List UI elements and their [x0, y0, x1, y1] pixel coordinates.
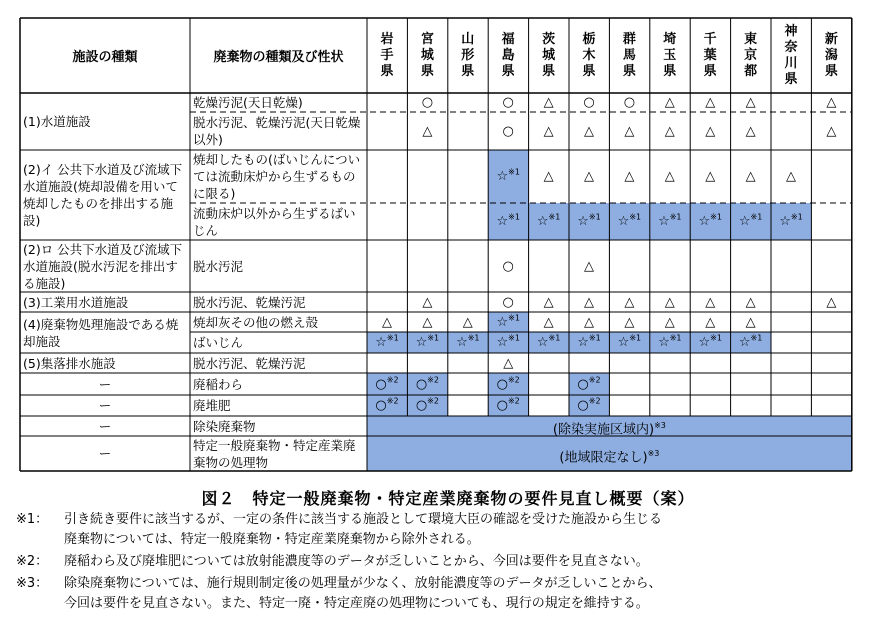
mark-symbol: △	[584, 294, 594, 310]
mark-symbol: ○	[496, 398, 508, 413]
waste-type-cell	[193, 94, 364, 111]
mark-symbol: ○	[502, 258, 514, 274]
facility-type-text: ー	[98, 398, 112, 413]
mark-symbol: ○	[415, 398, 428, 413]
header-prefecture	[448, 32, 488, 80]
note-ref: ※1	[588, 212, 601, 222]
facility-type-text: (2)イ 公共下水道及び流域下水道施設(焼却設備を用いて焼却したものを排出する施設)	[23, 162, 183, 228]
header-prefecture	[529, 32, 569, 80]
footnote-text: 廃稲わら及び廃堆肥については放射能濃度等のデータが乏しいことから、今回は要件を見直さない。	[64, 554, 649, 569]
star-mark	[407, 334, 447, 351]
waste-type-cell	[193, 417, 364, 435]
star-mark	[488, 334, 528, 351]
triangle-mark	[731, 168, 771, 185]
prefecture-char: 県	[542, 64, 556, 79]
waste-type-text: 廃稲わら	[193, 376, 244, 392]
circle-mark	[488, 397, 528, 414]
waste-type-cell	[193, 241, 364, 291]
mark-symbol: △	[745, 294, 756, 310]
facility-type-cell	[23, 93, 187, 150]
note-ref: ※2	[386, 396, 399, 406]
waste-type-cell	[193, 437, 364, 470]
triangle-mark	[771, 168, 811, 185]
prefecture-char: 千	[703, 32, 717, 47]
star-mark	[609, 334, 649, 351]
mark-symbol: △	[584, 169, 594, 184]
mark-symbol: △	[543, 169, 554, 184]
star-mark	[569, 334, 609, 351]
star-mark	[650, 334, 690, 351]
prefecture-char: 玉	[663, 48, 677, 63]
triangle-mark	[609, 168, 649, 185]
waste-type-text: 脱水汚泥	[193, 258, 244, 274]
prefecture-char: 城	[542, 48, 556, 63]
triangle-mark	[569, 294, 609, 311]
prefecture-char: 県	[582, 64, 596, 79]
star-mark	[529, 213, 569, 230]
waste-type-cell	[193, 204, 364, 239]
footnote-line: 廃棄物については、特定一般廃棄物・特定産業廃棄物から除外される。	[64, 532, 480, 547]
star-mark	[448, 334, 488, 351]
triangle-mark	[367, 314, 407, 331]
triangle-mark	[529, 94, 569, 111]
mark-symbol: △	[786, 169, 796, 184]
star-mark	[529, 334, 569, 351]
prefecture-char: 県	[622, 64, 636, 79]
mark-symbol: △	[624, 314, 635, 330]
facility-type-text: (1)水道施設	[23, 114, 91, 129]
mark-symbol: △	[422, 123, 433, 139]
header-waste-type: 廃棄物の種類及び性状	[213, 50, 344, 65]
mark-symbol: ☆	[698, 335, 711, 350]
mark-symbol: ○	[583, 95, 595, 110]
triangle-mark	[650, 94, 690, 111]
waste-type-text: 焼却灰その他の燃え殻	[193, 314, 319, 330]
prefecture-char: 山	[461, 32, 475, 47]
star-mark	[690, 334, 730, 351]
mark-symbol: ☆	[496, 214, 509, 229]
mark-symbol: △	[543, 95, 554, 110]
note-ref: ※2	[588, 375, 601, 385]
mark-symbol: △	[462, 314, 473, 330]
footnote	[16, 510, 662, 550]
star-mark	[569, 213, 609, 230]
triangle-mark	[609, 123, 649, 140]
mark-symbol: △	[422, 314, 433, 330]
facility-type-text: ー	[98, 376, 112, 392]
band-label	[367, 416, 852, 436]
circle-mark	[488, 94, 528, 111]
prefecture-char: 形	[461, 48, 475, 63]
triangle-mark	[529, 314, 569, 331]
triangle-mark	[650, 168, 690, 185]
circle-mark	[407, 94, 447, 111]
header-prefecture	[569, 32, 609, 80]
mark-symbol: △	[624, 294, 635, 310]
prefecture-char: 県	[380, 64, 394, 79]
mark-symbol: ☆	[375, 335, 387, 350]
triangle-mark	[811, 94, 851, 111]
mark-symbol: ○	[502, 123, 514, 139]
waste-type-cell	[193, 333, 364, 352]
prefecture-char: 潟	[824, 48, 838, 63]
prefecture-char: 京	[744, 48, 758, 63]
mark-symbol: △	[624, 123, 635, 139]
mark-symbol: ○	[502, 294, 514, 310]
mark-symbol: △	[503, 355, 514, 371]
mark-symbol: △	[543, 314, 554, 330]
mark-symbol: ☆	[536, 335, 549, 350]
facility-type-cell	[23, 373, 187, 395]
triangle-mark	[690, 294, 730, 311]
footnote-line	[16, 574, 661, 594]
prefecture-char: 県	[824, 64, 838, 79]
prefecture-char: 栃	[582, 32, 596, 47]
prefecture-char: 新	[824, 32, 838, 47]
prefecture-char: 群	[622, 32, 636, 47]
footnote-text: 除染廃棄物については、施行規則制定後の処理量が少なく、放射能濃度等のデータが乏しいことから、	[64, 576, 662, 591]
mark-symbol: ○	[502, 95, 514, 110]
prefecture-char: 東	[744, 32, 758, 47]
mark-symbol: ☆	[577, 335, 589, 350]
mark-symbol: △	[664, 95, 675, 110]
waste-type-text: 流動床炉以外から生ずるばいじん	[193, 205, 356, 238]
star-mark	[367, 334, 407, 351]
note-ref: ※1	[386, 333, 399, 343]
band-note-ref: ※3	[647, 449, 660, 458]
prefecture-char: 葉	[703, 48, 717, 63]
band-text: (地域限定なし)	[559, 450, 648, 466]
triangle-mark	[731, 294, 771, 311]
facility-type-text: ー	[98, 418, 112, 434]
note-ref: ※1	[629, 212, 642, 222]
prefecture-char: 茨	[542, 32, 556, 47]
triangle-mark	[731, 123, 771, 140]
footnote-label: ※1：	[16, 512, 49, 527]
footnote-label: ※2：	[16, 554, 49, 569]
note-ref: ※1	[508, 313, 520, 323]
circle-mark	[367, 397, 407, 414]
circle-mark	[407, 397, 447, 414]
mark-symbol: ☆	[536, 214, 549, 229]
mark-symbol: ○	[623, 95, 636, 110]
facility-type-cell	[23, 395, 187, 416]
prefecture-char: 馬	[622, 48, 636, 63]
mark-symbol: ☆	[779, 214, 791, 229]
star-mark	[488, 168, 528, 185]
star-mark	[650, 213, 690, 230]
mark-symbol: ☆	[738, 335, 751, 350]
footnote	[16, 552, 649, 572]
triangle-mark	[811, 123, 851, 140]
note-ref: ※2	[507, 396, 520, 406]
mark-symbol: △	[745, 314, 756, 330]
star-mark	[731, 213, 771, 230]
prefecture-char: 木	[582, 48, 596, 63]
triangle-mark	[650, 123, 690, 140]
triangle-mark	[448, 314, 488, 331]
mark-symbol: ☆	[738, 214, 751, 229]
note-ref: ※1	[508, 212, 520, 222]
mark-symbol: △	[826, 95, 837, 110]
triangle-mark	[488, 355, 528, 372]
note-ref: ※1	[508, 167, 520, 177]
prefecture-char: 手	[380, 48, 394, 63]
triangle-mark	[569, 123, 609, 140]
circle-mark	[367, 376, 407, 393]
mark-symbol: △	[422, 294, 433, 310]
mark-symbol: △	[584, 314, 594, 330]
waste-type-cell	[193, 313, 364, 331]
prefecture-char: 県	[501, 64, 515, 79]
mark-symbol: ☆	[496, 335, 509, 350]
mark-symbol: △	[705, 123, 716, 139]
note-ref: ※1	[669, 333, 682, 343]
header-prefecture	[690, 32, 730, 80]
prefecture-char: 県	[703, 64, 717, 79]
triangle-mark	[690, 123, 730, 140]
waste-type-cell	[193, 374, 364, 394]
waste-type-text: 乾燥汚泥(天日乾燥)	[193, 95, 303, 110]
triangle-mark	[690, 314, 730, 331]
note-ref: ※1	[548, 212, 561, 222]
triangle-mark	[407, 314, 447, 331]
mark-symbol: △	[745, 95, 756, 110]
triangle-mark	[650, 314, 690, 331]
mark-symbol: △	[624, 169, 635, 184]
prefecture-char: 川	[784, 56, 798, 71]
triangle-mark	[731, 94, 771, 111]
mark-symbol: △	[826, 294, 837, 310]
note-ref: ※1	[629, 333, 642, 343]
facility-type-cell	[23, 353, 187, 373]
circle-mark	[609, 94, 649, 111]
triangle-mark	[811, 294, 851, 311]
prefecture-char: 県	[461, 64, 475, 79]
note-ref: ※2	[427, 375, 439, 385]
mark-symbol: △	[745, 123, 756, 139]
triangle-mark	[569, 314, 609, 331]
triangle-mark	[609, 314, 649, 331]
waste-type-text: 除染廃棄物	[193, 418, 256, 434]
prefecture-char: 埼	[663, 32, 677, 47]
circle-mark	[569, 397, 609, 414]
mark-symbol: △	[745, 169, 756, 184]
note-ref: ※1	[750, 333, 763, 343]
mark-symbol: ☆	[698, 214, 711, 229]
prefecture-char: 岩	[380, 32, 394, 47]
note-ref: ※2	[507, 375, 520, 385]
header-prefecture	[650, 32, 690, 80]
waste-type-text: 脱水汚泥、乾燥汚泥(天日乾燥以外)	[193, 115, 361, 147]
prefecture-char: 県	[663, 64, 677, 79]
footnote-text: 引き続き要件に該当するが、一定の条件に該当する施設として環境大臣の確認を受けた施設から生じる	[64, 512, 663, 527]
triangle-mark	[690, 168, 730, 185]
circle-mark	[569, 94, 609, 111]
triangle-mark	[529, 294, 569, 311]
facility-type-cell	[23, 312, 187, 353]
star-mark	[488, 213, 528, 230]
circle-mark	[488, 123, 528, 140]
footnote	[16, 574, 661, 614]
circle-mark	[569, 376, 609, 393]
mark-symbol: △	[382, 314, 392, 330]
mark-symbol: ☆	[617, 214, 630, 229]
facility-type-cell	[23, 240, 187, 292]
note-ref: ※1	[710, 333, 722, 343]
note-ref: ※1	[669, 212, 682, 222]
star-mark	[771, 213, 811, 230]
waste-type-text: 廃堆肥	[193, 398, 231, 413]
prefecture-char: 宮	[420, 32, 434, 47]
note-ref: ※1	[427, 333, 440, 343]
prefecture-char: 神	[784, 24, 798, 39]
prefecture-char: 福	[501, 32, 515, 47]
star-mark	[731, 334, 771, 351]
mark-symbol: ☆	[496, 314, 509, 330]
prefecture-char: 県	[784, 72, 798, 87]
note-ref: ※1	[710, 212, 722, 222]
note-ref: ※1	[548, 333, 561, 343]
note-ref: ※1	[750, 212, 763, 222]
prefecture-char: 都	[744, 64, 758, 79]
mark-symbol: △	[584, 123, 594, 139]
waste-type-cell	[193, 113, 364, 149]
band-note-ref: ※3	[654, 421, 666, 430]
mark-symbol: ☆	[415, 335, 428, 350]
facility-type-text: (4)廃棄物処理施設である焼却施設	[23, 316, 179, 349]
header-prefecture	[488, 32, 528, 80]
triangle-mark	[529, 168, 569, 185]
circle-mark	[488, 258, 528, 275]
circle-mark	[407, 376, 447, 393]
facility-type-cell	[23, 292, 187, 312]
facility-type-text: (3)工業用水道施設	[23, 294, 129, 310]
triangle-mark	[569, 258, 609, 275]
circle-mark	[488, 376, 528, 393]
mark-symbol: ○	[421, 95, 434, 110]
mark-symbol: ☆	[658, 214, 670, 229]
header-facility-type: 施設の種類	[72, 50, 138, 65]
waste-type-cell	[193, 396, 364, 415]
triangle-mark	[569, 168, 609, 185]
mark-symbol: △	[705, 314, 716, 330]
facility-type-text: ー	[98, 446, 112, 461]
triangle-mark	[407, 294, 447, 311]
waste-type-text: 脱水汚泥、乾燥汚泥	[193, 294, 306, 310]
mark-symbol: △	[826, 123, 837, 139]
triangle-mark	[690, 94, 730, 111]
triangle-mark	[529, 123, 569, 140]
circle-mark	[488, 294, 528, 311]
triangle-mark	[731, 314, 771, 331]
waste-type-text: 脱水汚泥、乾燥汚泥	[193, 355, 306, 371]
mark-symbol: ☆	[658, 335, 670, 350]
mark-symbol: △	[705, 294, 716, 310]
footnote-line	[16, 510, 662, 530]
facility-type-text: (2)ロ 公共下水道及び流域下水道施設(脱水汚泥を排出する施設)	[23, 241, 183, 291]
mark-symbol: △	[664, 169, 675, 184]
mark-symbol: ○	[577, 376, 589, 392]
waste-type-cell	[193, 293, 364, 311]
note-ref: ※2	[588, 396, 601, 406]
mark-symbol: △	[543, 123, 554, 139]
mark-symbol: ○	[496, 376, 508, 392]
mark-symbol: △	[664, 123, 675, 139]
mark-symbol: ○	[375, 376, 387, 392]
header-prefecture	[367, 32, 407, 80]
prefecture-char: 奈	[784, 40, 798, 55]
band-text: (除染実施区域内)	[552, 422, 655, 438]
note-ref: ※2	[427, 396, 439, 406]
mark-symbol: ○	[375, 398, 387, 413]
footnote-line: 今回は要件を見直さない。また、特定一廃・特定産廃の処理物についても、現行の規定を維持する。	[64, 596, 649, 611]
waste-type-text: 焼却したもの(ばいじんについては流動床炉から生ずるものに限る)	[193, 152, 361, 201]
header-prefecture	[811, 32, 851, 80]
note-ref: ※1	[467, 333, 480, 343]
facility-type-cell	[23, 436, 187, 471]
mark-symbol: △	[584, 258, 594, 274]
mark-symbol: △	[664, 314, 675, 330]
mark-symbol: ☆	[496, 169, 509, 184]
star-mark	[690, 213, 730, 230]
facility-type-text: (5)集落排水施設	[23, 355, 116, 371]
triangle-mark	[407, 123, 447, 140]
header-prefecture	[771, 24, 811, 88]
mark-symbol: ☆	[456, 335, 468, 350]
footnote-label: ※3：	[16, 576, 49, 591]
waste-type-text: 特定一般廃棄物・特定産業廃棄物の処理物	[193, 437, 356, 470]
note-ref: ※1	[508, 333, 520, 343]
star-mark	[609, 213, 649, 230]
triangle-mark	[609, 294, 649, 311]
figure-caption: 図２ 特定一般廃棄物・特定産業廃棄物の要件見直し概要（案）	[201, 489, 695, 508]
facility-type-cell	[23, 150, 187, 240]
note-ref: ※1	[790, 212, 803, 222]
prefecture-char: 城	[420, 48, 434, 63]
mark-symbol: △	[705, 95, 716, 110]
triangle-mark	[650, 294, 690, 311]
note-ref: ※1	[588, 333, 601, 343]
mark-symbol: ○	[577, 398, 589, 413]
prefecture-char: 島	[501, 48, 515, 63]
mark-symbol: ☆	[577, 214, 589, 229]
footnote-line	[16, 552, 649, 572]
waste-type-cell	[193, 151, 364, 202]
facility-type-cell	[23, 416, 187, 436]
mark-symbol: △	[543, 294, 554, 310]
waste-type-text: ばいじん	[193, 335, 244, 350]
mark-symbol: △	[705, 169, 716, 184]
header-prefecture	[609, 32, 649, 80]
prefecture-char: 県	[420, 64, 434, 79]
mark-symbol: ☆	[617, 335, 630, 350]
mark-symbol: △	[664, 294, 675, 310]
note-ref: ※2	[386, 375, 399, 385]
star-mark	[488, 314, 528, 331]
waste-type-cell	[193, 354, 364, 372]
header-prefecture	[407, 32, 447, 80]
header-prefecture	[731, 32, 771, 80]
mark-symbol: ○	[415, 376, 428, 392]
band-label	[367, 436, 852, 471]
